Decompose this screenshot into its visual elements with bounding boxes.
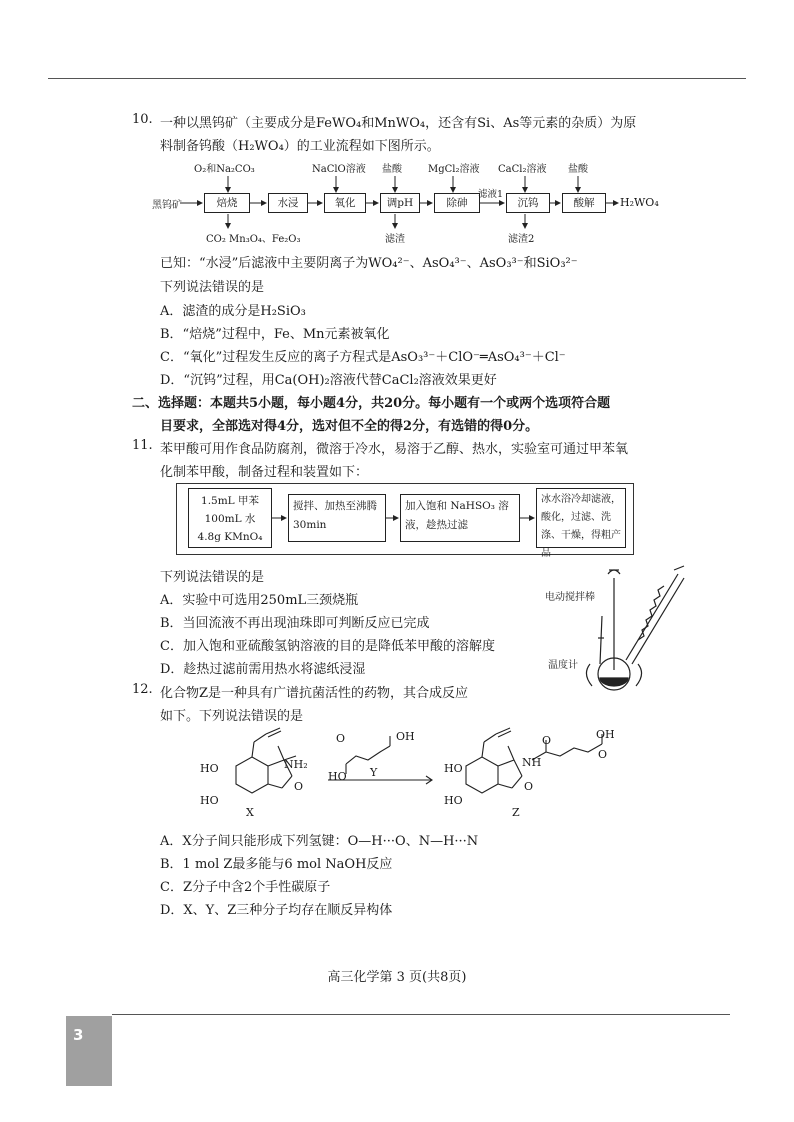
flow-box-oxidize: 氧化	[324, 193, 366, 213]
q12-stem-line2: 如下。下列说法错误的是	[160, 709, 304, 724]
flow-input-cacl2: CaCl₂溶液	[498, 164, 547, 175]
q11-stem-line2: 化制苯甲酸，制备过程和装置如下：	[160, 465, 369, 480]
section2-line1: 二、选择题：本题共5小题，每小题4分，共20分。每小题有一个或两个选项符合题	[132, 396, 611, 411]
flow-box-precipitate-w: 沉钨	[506, 193, 550, 213]
page-number-tab	[66, 1016, 112, 1086]
flow-box-roast: 焙烧	[204, 193, 250, 213]
label-z: Z	[512, 806, 520, 819]
q10-option-d: D．“沉钨”过程，用Ca(OH)₂溶液代替CaCl₂溶液效果更好	[160, 373, 497, 388]
reaction-structures	[196, 726, 736, 826]
label-electric-stirrer: 电动搅拌棒	[545, 592, 595, 603]
q11-step1-kmno4: 4.8g KMnO₄	[197, 531, 263, 543]
z-oh: OH	[596, 728, 615, 741]
q12-number: 12.	[132, 682, 153, 697]
q11-step1-toluene: 1.5mL 甲苯	[201, 495, 259, 507]
flow-box-remove-as: 除砷	[434, 193, 480, 213]
reflux-apparatus-drawing	[560, 560, 700, 692]
section2-line2: 目要求，全部选对得4分，选对但不全的得2分，有选错的得0分。	[160, 419, 539, 434]
q10-option-b: B．“焙烧”过程中，Fe、Mn元素被氧化	[160, 327, 390, 342]
label-y: Y	[370, 766, 378, 779]
flow-end-product: H₂WO₄	[620, 196, 659, 209]
q10-known: 已知：“水浸”后滤液中主要阴离子为WO₄²⁻、AsO₄³⁻、AsO₃³⁻和SiO₃²⁻	[160, 256, 578, 271]
label-x: X	[246, 806, 254, 819]
page-footer: 高三化学第 3 页(共8页)	[327, 970, 467, 985]
q11-step3: 加入饱和 NaHSO₃ 溶液，趁热过滤	[400, 494, 520, 542]
z-ho-top: HO	[444, 762, 463, 775]
q11-stem-line1: 苯甲酸可用作食品防腐剂，微溶于冷水，易溶于乙醇、热水，实验室可通过甲苯氧	[160, 442, 629, 457]
flow-output-co2-oxides: CO₂ Mn₃O₄、Fe₂O₃	[206, 234, 301, 245]
x-ho-top: HO	[200, 762, 219, 775]
q11-step1-water: 100mL 水	[204, 513, 256, 525]
flow-start-label: 黑钨矿	[152, 200, 182, 211]
q11-option-a: A．实验中可选用250mL三颈烧瓶	[160, 593, 359, 608]
z-ho-bottom: HO	[444, 794, 463, 807]
flow-output-residue: 滤渣	[385, 234, 405, 245]
q10-option-a: A．滤渣的成分是H₂SiO₃	[160, 304, 306, 319]
flow-output-residue-2: 滤渣2	[508, 234, 535, 245]
flow-input-hcl-1: 盐酸	[382, 164, 402, 175]
y-oh-top: OH	[396, 730, 415, 743]
q11-option-c: C．加入饱和亚硫酸氢钠溶液的目的是降低苯甲酸的溶解度	[160, 639, 495, 654]
x-nh2: NH₂	[284, 758, 308, 771]
z-carbonyl-o: O	[524, 780, 534, 793]
y-ho-bottom: HO	[328, 770, 347, 783]
q12-option-c: C．Z分子中含2个手性碳原子	[160, 880, 331, 895]
q12-stem-line1: 化合物Z是一种具有广谱抗菌活性的药物，其合成反应	[160, 686, 469, 701]
flow-input-naclo: NaClO溶液	[312, 164, 366, 175]
q10-stem-line1: 一种以黑钨矿（主要成分是FeWO₄和MnWO₄，还含有Si、As等元素的杂质）为原	[160, 116, 637, 131]
q12-option-a: A．X分子间只能形成下列氢键：O—H···O、N—H···N	[160, 834, 479, 849]
flow-box-adjust-ph: 调pH	[380, 193, 420, 213]
x-ho-bottom: HO	[200, 794, 219, 807]
q10-option-c: C．“氧化”过程发生反应的离子方程式是AsO₃³⁻＋ClO⁻═AsO₄³⁻＋Cl⁻	[160, 350, 566, 365]
flow-box-leach: 水浸	[268, 193, 308, 213]
q11-number: 11.	[132, 438, 153, 453]
q10-ask: 下列说法错误的是	[160, 280, 265, 295]
q11-step2: 搅拌、加热至沸腾30min	[288, 494, 386, 542]
q10-stem-line2: 料制备钨酸（H₂WO₄）的工业流程如下图所示。	[160, 139, 440, 154]
y-o: O	[336, 732, 346, 745]
q11-ask: 下列说法错误的是	[160, 570, 265, 585]
z-acid-o: O	[598, 748, 608, 761]
bottom-rule	[112, 1014, 730, 1015]
q11-step1	[188, 488, 272, 548]
q10-number: 10.	[132, 112, 153, 127]
flow-filtrate-1: 滤液1	[478, 189, 504, 200]
top-rule	[48, 78, 746, 79]
q11-option-b: B．当回流液不再出现油珠即可判断反应已完成	[160, 616, 430, 631]
flow-input-o2-na2co3: O₂和Na₂CO₃	[194, 164, 255, 175]
q12-option-d: D．X、Y、Z三种分子均存在顺反异构体	[160, 903, 393, 918]
page-number: 3	[73, 1026, 84, 1044]
q12-option-b: B．1 mol Z最多能与6 mol NaOH反应	[160, 857, 393, 872]
q11-step-arrows	[270, 510, 540, 526]
x-carbonyl-o: O	[294, 780, 304, 793]
label-thermometer: 温度计	[548, 660, 578, 671]
q11-step4: 冰水浴冷却滤液，酸化，过滤、洗涤、干燥，得粗产品	[536, 488, 626, 548]
q11-option-d: D．趁热过滤前需用热水将滤纸浸湿	[160, 662, 366, 677]
flow-input-mgcl2: MgCl₂溶液	[428, 164, 480, 175]
flow-box-acid-dissolve: 酸解	[562, 193, 606, 213]
flow-input-hcl-2: 盐酸	[568, 164, 588, 175]
z-amide-o: O	[542, 734, 552, 747]
z-nh: NH	[522, 756, 542, 769]
